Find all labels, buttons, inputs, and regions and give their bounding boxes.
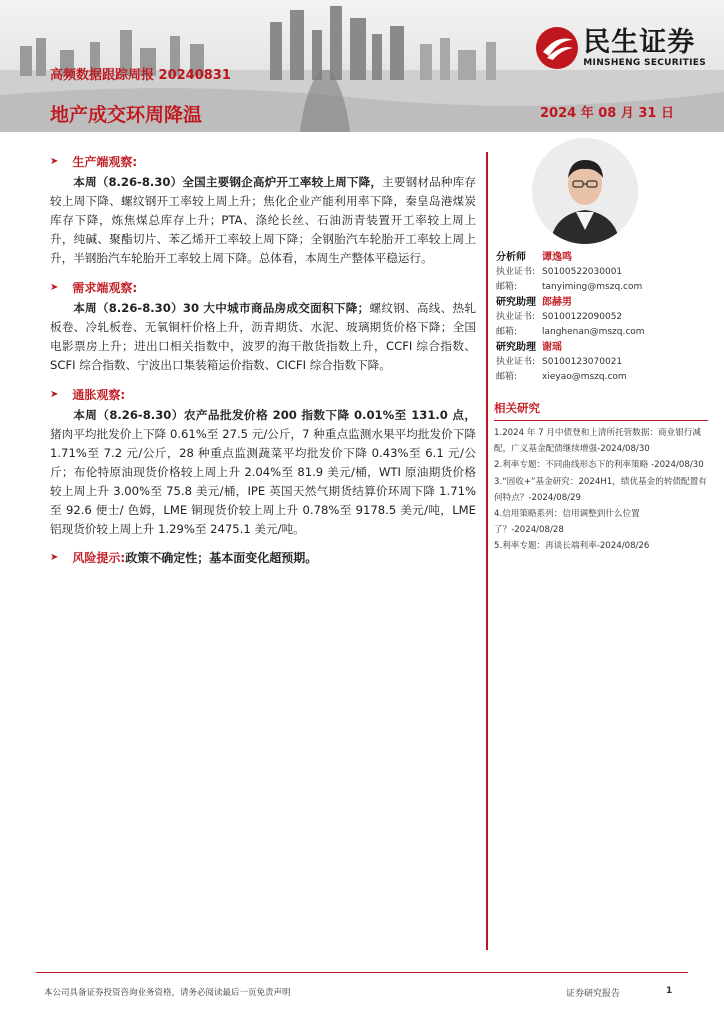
report-type: 高频数据跟踪周报 20240831 <box>50 68 231 83</box>
arrow-bullet-icon: ➤ <box>50 281 59 293</box>
related-research-item[interactable]: 3.“固收+”基金研究：2024H1，绩优基金的转债配置有何特点？-2024/08/29 <box>494 476 707 503</box>
main-content <box>50 152 476 566</box>
footer-divider <box>36 972 688 973</box>
report-title: 地产成交环周降温 <box>50 104 203 126</box>
demand-heading: 需求端观察: <box>72 280 138 295</box>
cert-label: 执业证书: <box>496 312 536 322</box>
cert-number: S0100122090052 <box>542 312 623 322</box>
footer-doc-type: 证券研究报告 <box>566 989 621 999</box>
cert-number: S0100522030001 <box>542 267 623 277</box>
email-label: 邮箱: <box>496 372 518 382</box>
inflation-lead: 本周（8.26-8.30）农产品批发价格 200 指数下降 0.01%至 131.0 点， <box>73 408 476 422</box>
related-research-item[interactable]: 5.利率专题：再谈长端利率-2024/08/26 <box>494 541 650 552</box>
related-research-item[interactable]: 4.信用策略系列：信用调整到什么位置了？-2024/08/28 <box>494 509 640 536</box>
demand-paragraph <box>50 299 476 375</box>
cert-number: S0100123070021 <box>542 357 623 367</box>
email-label: 邮箱: <box>496 327 518 337</box>
section-heading <box>50 278 476 296</box>
analyst-name: 谢瑶 <box>542 342 562 353</box>
demand-body: 螺纹钢、高线、热轧板卷、冷轧板卷、无氧铜杆价格上升，沥青期货、水泥、玻璃期货价格下降；全国电影票房上升；进出口相关指数中，波罗的海干散货指数上升，CCFI 综合指数、SCFI 综合指数、宁波出口集装箱运价指数、CICFI 综合指数下降。 <box>50 301 476 372</box>
minsheng-logo-icon <box>535 26 579 70</box>
arrow-bullet-icon: ➤ <box>50 388 59 400</box>
brand-logo <box>535 26 706 70</box>
risk-notice <box>50 549 476 566</box>
production-lead: 本周（8.26-8.30）全国主要钢企高炉开工率较上周下降， <box>73 175 383 189</box>
analyst-role: 研究助理 <box>496 342 536 353</box>
production-body: 主要钢材品种库存较上周下降、螺纹钢开工率较上周上升；焦化企业产能利用率下降，秦皇岛港煤炭库存下降，炼焦煤总库存上升；PTA、涤纶长丝、石油沥青装置开工率较上周上升，纯碱、聚酯切片、苯乙烯开工率较上周下降；全钢胎汽车轮胎开工率较上周上升，半钢胎汽车轮胎开工率较上周下降。总体看，本周生产整体平稳运行。 <box>50 175 476 265</box>
inflation-paragraph <box>50 406 476 539</box>
analyst-photo <box>532 138 638 244</box>
analyst-info <box>496 250 706 385</box>
footer-disclaimer: 本公司具备证券投资咨询业务资格，请务必阅读最后一页免责声明 <box>44 988 291 998</box>
demand-section <box>50 278 476 375</box>
analyst-role: 分析师 <box>496 252 526 263</box>
arrow-bullet-icon: ➤ <box>50 155 59 167</box>
analyst-name: 郎赫男 <box>542 297 572 308</box>
analyst-name: 谭逸鸣 <box>542 252 572 263</box>
analyst-email[interactable]: tanyiming@mszq.com <box>542 282 643 292</box>
analyst-role: 研究助理 <box>496 297 536 308</box>
analyst-block <box>496 340 706 385</box>
analyst-block <box>496 250 706 295</box>
report-date: 2024 年 08 月 31 日 <box>540 106 674 121</box>
inflation-heading: 通胀观察: <box>72 387 126 402</box>
cert-label: 执业证书: <box>496 357 536 367</box>
header-banner <box>0 0 724 132</box>
column-divider <box>486 152 488 950</box>
analyst-email[interactable]: xieyao@mszq.com <box>542 372 627 382</box>
page-number: 1 <box>666 986 673 996</box>
demand-lead: 本周（8.26-8.30）30 大中城市商品房成交面积下降； <box>73 301 370 315</box>
analyst-email[interactable]: langhenan@mszq.com <box>542 327 645 337</box>
cert-label: 执业证书: <box>496 267 536 277</box>
related-research-list <box>494 425 708 555</box>
related-research <box>494 400 708 555</box>
brand-name-cn: 民生证券 <box>583 27 696 58</box>
inflation-section <box>50 385 476 539</box>
section-heading <box>50 385 476 403</box>
arrow-bullet-icon: ➤ <box>50 552 59 563</box>
email-label: 邮箱: <box>496 282 518 292</box>
analyst-block <box>496 295 706 340</box>
brand-name-en: MINSHENG SECURITIES <box>583 58 706 68</box>
risk-text: 政策不确定性；基本面变化超预期。 <box>125 551 318 565</box>
production-heading: 生产端观察: <box>72 154 138 169</box>
production-paragraph <box>50 173 476 268</box>
risk-label: 风险提示: <box>72 551 126 565</box>
section-heading <box>50 152 476 170</box>
inflation-body: 猪肉平均批发价上下降 0.61%至 27.5 元/公斤，7 种重点监测水果平均批发价下降 1.71%至 7.2 元/公斤，28 种重点监测蔬菜平均批发价下降 0.43%至 6.1 元/公斤；布伦特原油现货价格较上周上升 2.04%至 81.9 美元/桶，WTI 原油期货价格较上周上升 3.00%至 75.8 美元/桶，IPE 英国天然气期货结算价环周下降 1.71%至 92.6 便士/ 色姆，LME 铜现货价较上周上升 0.78%至 9178.5 美元/吨，LME 铝现货价较上周上升 1.29%至 2475.1 美元/吨。 <box>50 427 476 536</box>
production-section <box>50 152 476 268</box>
analyst-portrait-image <box>532 138 638 244</box>
related-research-item[interactable]: 1.2024 年 7 月中债登和上清所托管数据：商业银行减配，广义基金配债继续增强-2024/08/30 <box>494 428 702 455</box>
related-research-title: 相关研究 <box>494 400 708 421</box>
related-research-item[interactable]: 2.利率专题：不同曲线形态下的利率策略 -2024/08/30 <box>494 460 704 471</box>
